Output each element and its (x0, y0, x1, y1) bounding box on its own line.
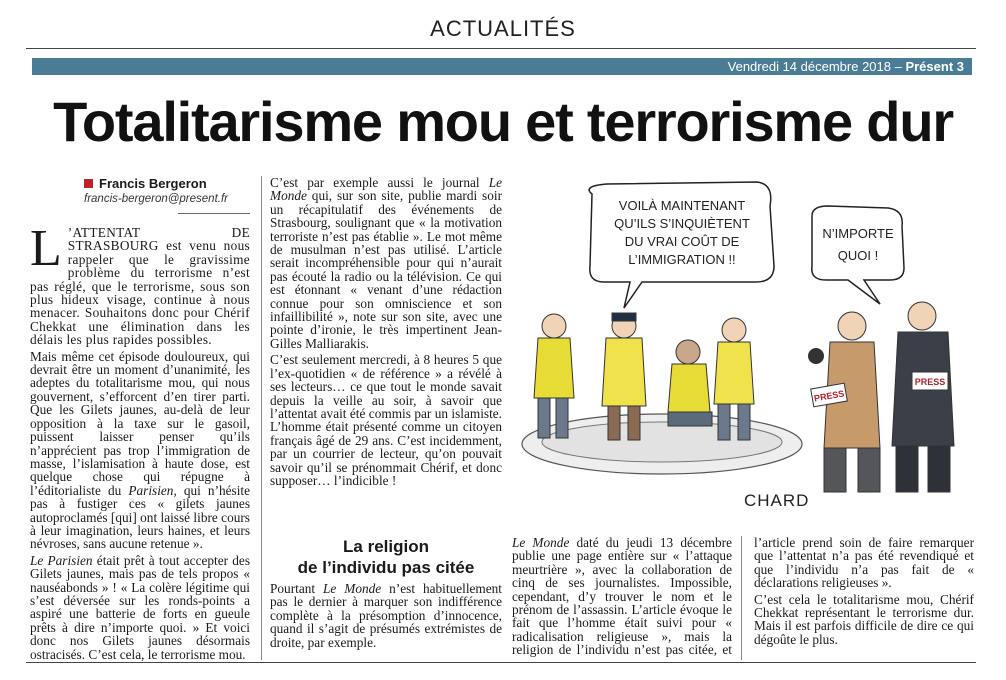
svg-text:PRESS: PRESS (813, 388, 846, 404)
column-2 (270, 176, 502, 490)
svg-text:PRESS: PRESS (914, 377, 946, 387)
author-email: francis-bergeron@present.fr (84, 193, 228, 205)
journalist-figure-2 (892, 302, 954, 492)
svg-text:QU’ILS S’INQUIÈTENT: QU’ILS S’INQUIÈTENT (614, 216, 750, 231)
section-rule (26, 48, 976, 49)
gilet-jaune-figure-3 (668, 340, 712, 426)
date-band (32, 58, 972, 75)
journalist-figure-1 (808, 312, 880, 492)
page-bottom-rule (26, 662, 976, 663)
paragraph: Pourtant Le Monde n’est habituellement pas le dernier à marquer son indifférence complète à la présomption d’innocence, quand il s’agit de présumés extrémistes de droite, par exemple. (270, 581, 503, 650)
paragraph: C’est par exemple aussi le journal Le Monde qui, sur son site, publie mardi soir un récapitulatif des événements de Strasbourg, soulignant que « la motivation terroriste n’est pas établie ». Le mot même de musulman n’est pas utilisé. L’article serait incompréhensible pour qui n’aurait pas écouté la radio ou la télévision. Ce qui est étonnant « venant d’une rédaction connue pour son omniscience et son infaillibilité », note sur son site, avec une pointe d’ironie, le très impertinent Jean-Gilles Malliarakis. (270, 175, 502, 351)
byline-rule (178, 213, 250, 214)
subheading: La religion de l’individu pas citée (297, 537, 475, 577)
cartoon-signature: CHARD (744, 491, 810, 510)
paragraph: C’est cela le totalitarisme mou, Chérif Chekkat représentant le terrorisme dur. Mais il est parfois difficile de dire ce qui dégoûte le plus. (754, 591, 974, 647)
column-1 (30, 220, 251, 664)
author-byline (84, 176, 207, 191)
issue-date: Vendredi 14 décembre 2018 – (727, 59, 902, 74)
svg-text:DU VRAI COÛT DE: DU VRAI COÛT DE (624, 234, 740, 249)
lead-paragraph (30, 220, 250, 348)
paragraph: C’est seulement mercredi, à 8 heures 5 que l’ex-quotidien « de référence » a révélé à ses lecteurs… ce que tout le monde savait depuis la veille au soir, à savoir que l’attentat avait été commis par un islamiste. L’homme était présenté comme un citoyen français âgé de 29 ans. C’est incidemment, par un courrier de lecteur, qu’on pouvait savoir qu’il se prénommait Chérif, et donc supposer… l’indicible ! (270, 352, 502, 488)
svg-text:VOILÀ MAINTENANT: VOILÀ MAINTENANT (618, 198, 746, 213)
article-headline: Totalitarisme mou et terrorisme dur (53, 90, 953, 153)
svg-text:L’IMMIGRATION !!: L’IMMIGRATION !! (628, 252, 736, 267)
paragraph: Le Parisien était prêt à tout accepter des Gilets jaunes, mais pas de tels propos « nauséabonds » ! « La colère légitime qui s’est déversée sur les ronds-points a aspiré une batterie de forts en gueule prêts à dire n’importe quoi. » Et voici donc nos Gilets jaunes désormais ostracisés. C’est cela, le terrorisme mou. (30, 552, 250, 662)
author-name: Francis Bergeron (99, 176, 207, 191)
byline-square-icon (84, 179, 93, 188)
drop-cap: L (30, 220, 62, 277)
column-3 (512, 536, 974, 657)
column-2-bottom (270, 582, 502, 652)
paragraph: Mais même cet épisode douloureux, qui devrait être un moment d’unanimité, les adeptes du totalitarisme mou, qui nous gouvernent, s’efforcent d’en tirer parti. Que les Gilets jaunes, au-delà de leur opposition à la taxe sur le gasoil, puissent laisser penser qu’ils n’apprécient pas trop l’immigration de masse, l’islamisation à haute dose, est quelque chose qui répugne à l’éditorialiste du Parisien, qui n’hésite pas à fustiger ces « gilets jaunes autoproclamés [qui] ont laissé libre cours à leur imagination, leurs haines, et leurs névroses, sans aucune retenue ». (30, 348, 251, 552)
lead-text: ’ATTENTAT DE STRASBOURG est venu nous rappeler que le gravissime problème du terrorisme n’est pas réglé, que le terrorisme, sous son plus hideux visage, continue à nous menacer. Souhaitons donc pour Chérif Chekkat une élimination dans les délais les plus rapides possibles. (30, 225, 250, 348)
paragraph: Le Monde daté du jeudi 13 décembre publie une page entière sur « l’attaque meurtrière », avec la collaboration de cinq de ses journalistes. Impossible, cependant, d’y trouver le nom et le prénom de l’assassin. L’article évoque le fait que l’homme était suivi pour « radicalisation religieuse », mais la religion de l’individu n’est pas citée, et l’article prend soin de faire remarquer que l’attentat n’a pas été revendiqué et que l’individu n’a pas fait de « déclarations religieuses ». (512, 535, 974, 658)
column-divider (261, 176, 262, 660)
svg-text:QUOI !: QUOI ! (837, 248, 879, 263)
cartoon-illustration (512, 176, 976, 528)
section-title: ACTUALITÉS (430, 16, 576, 41)
gilet-jaune-figure-1 (534, 314, 574, 438)
publication-name: Présent 3 (905, 59, 964, 74)
svg-text:N’IMPORTE: N’IMPORTE (822, 226, 894, 241)
